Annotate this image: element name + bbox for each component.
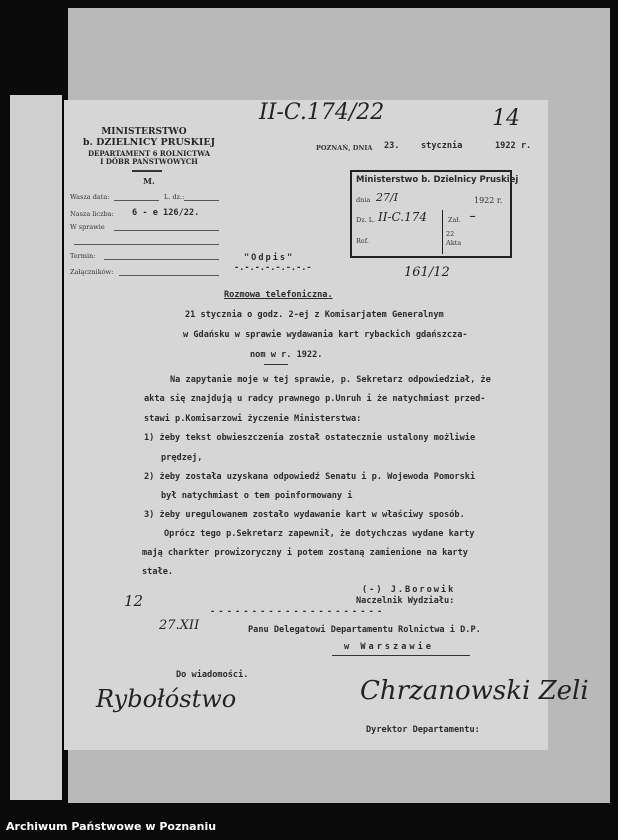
stamp-year: 1922 r. xyxy=(474,196,503,205)
date-day: 23. xyxy=(384,141,400,151)
subject: Rozmowa telefoniczna. xyxy=(224,290,333,300)
intro-line: w Gdańsku w sprawie wydawania kart rybackich gdańszcza- xyxy=(183,330,468,340)
handwritten-page-number: 14 xyxy=(492,106,520,131)
handwritten-number: 161/12 xyxy=(404,265,450,280)
stamp-title: Ministerstwo b. Dzielnicy Pruskiej xyxy=(356,175,519,185)
cc-line: Do wiadomości. xyxy=(176,670,249,680)
receipt-stamp xyxy=(350,170,519,258)
list-item: 2) żeby została uzyskana odpowiedź Senatu i p. Wojewoda Pomorski xyxy=(144,472,476,482)
paragraph-line: Na zapytanie moje w tej sprawie, p. Sekretarz odpowiedział, że xyxy=(170,375,491,385)
paragraph-line: stałe. xyxy=(142,567,174,577)
recipient-city: w Warszawie xyxy=(344,642,434,652)
paragraph-line: Oprócz tego p.Sekretarz zapewnił, że dotychczas wydane karty xyxy=(164,529,475,539)
w-sprawie-label: W sprawie xyxy=(70,223,105,231)
place-label: POZNAŃ, DNIA xyxy=(316,144,373,152)
ministry-name-2: b. DZIELNICY PRUSKIEJ xyxy=(82,137,216,148)
director-title: Dyrektor Departamentu: xyxy=(366,725,480,735)
nasza-liczba-label: Nasza liczba: xyxy=(70,210,114,218)
stamp-ref-label: Ref. xyxy=(356,237,369,245)
stamp-dnia-label: dnia xyxy=(356,196,371,204)
stamp-zal-value: — xyxy=(470,212,476,222)
handwritten-margin-note: 12 xyxy=(124,592,144,610)
signer-name: (-) J.Borowik xyxy=(362,585,456,595)
signer-title: Naczelnik Wydziału: xyxy=(356,596,455,606)
dash-rule: - - - - - - - - - - - - - - - - - - - - - xyxy=(210,607,382,617)
handwritten-rybolostwo: Rybołóstwo xyxy=(96,685,237,713)
department-name-2: I DÓBR PAŃSTWOWYCH xyxy=(100,157,198,166)
left-paper-strip xyxy=(10,95,62,800)
stamp-akta-label: Akta xyxy=(446,239,462,247)
date-month: stycznia xyxy=(421,141,463,151)
paragraph-line: stawi p.Komisarzowi życzenie Ministerstwa: xyxy=(144,414,362,424)
wasza-data-label: Wasza data: xyxy=(70,193,110,201)
zalacznikow-label: Załączników: xyxy=(70,268,114,276)
paragraph-line: mają charkter prowizoryczny i potem zostaną zamienione na karty xyxy=(142,548,468,558)
ministry-name: MINISTERSTWO xyxy=(101,127,187,137)
archive-name: Archiwum Państwowe w Poznaniu xyxy=(6,820,217,833)
nasza-liczba-value: 6 - e 126/22. xyxy=(132,208,200,218)
stamp-dz-value: II-C.174 xyxy=(378,210,428,224)
termin-label: Termin: xyxy=(70,252,96,260)
department-name: DEPARTAMENT 6 ROLNICTWA xyxy=(87,149,211,158)
recipient: Panu Delegatowi Departamentu Rolnictwa i D.P. xyxy=(248,625,481,635)
document-page xyxy=(64,100,589,750)
odpis-heading: "Odpis" xyxy=(244,253,295,263)
odpis-rule: -.-.-.-.-.-.-.- xyxy=(234,263,312,273)
mark: M. xyxy=(143,176,155,186)
stamp-zal-label: Zał. xyxy=(448,216,461,224)
paragraph-line: akta się znajdują u radcy prawnego p.Unruh i że natychmiast przed- xyxy=(144,394,486,404)
stamp-number: 22 xyxy=(446,230,455,238)
list-item: 3) żeby uregulowanem zostało wydawanie kart w właściwy sposób. xyxy=(144,510,465,520)
list-item: prędzej, xyxy=(161,453,203,463)
stamp-dz-label: Dz. L. xyxy=(356,216,376,224)
intro-line: nom w r. 1922. xyxy=(250,350,323,360)
list-item: był natychmiast o tem poinformowany i xyxy=(161,491,353,501)
intro-line: 21 stycznia o godz. 2-ej z Komisarjatem Generalnym xyxy=(185,310,444,320)
list-item: 1) żeby tekst obwieszczenia został ostatecznie ustalony możliwie xyxy=(144,433,476,443)
l-dz-label: L. dz.: xyxy=(164,193,185,201)
date-year: 1922 r. xyxy=(495,141,532,151)
handwritten-reference: II-C.174/22 xyxy=(259,100,385,125)
archive-footer xyxy=(0,812,618,840)
director-signature: Chrzanowski Zeli xyxy=(360,676,589,706)
handwritten-margin-date: 27.XII xyxy=(159,618,200,633)
stamp-date: 27/I xyxy=(376,191,399,204)
